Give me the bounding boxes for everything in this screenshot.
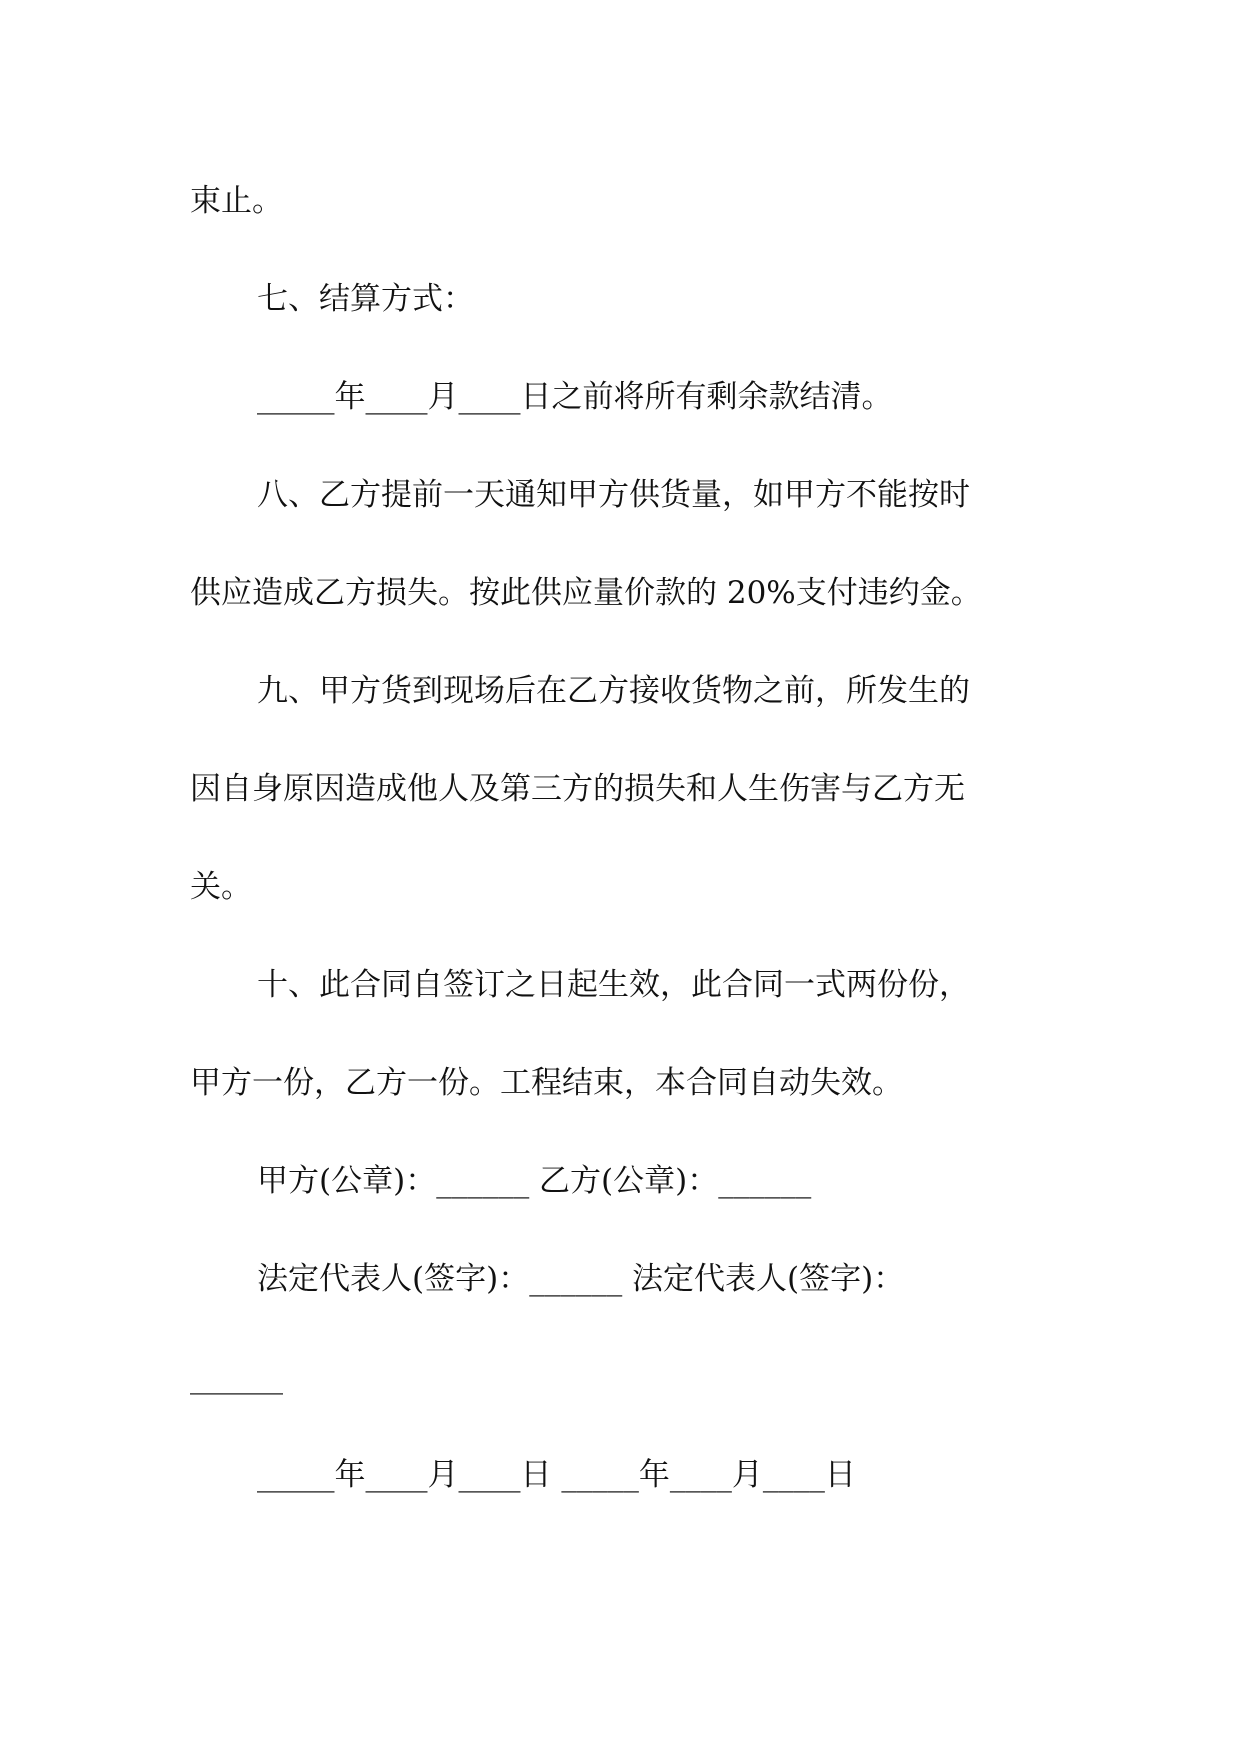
seal-line: 甲方(公章)：______ 乙方(公章)：______ xyxy=(257,1163,812,1199)
text-line: 十、此合同自签订之日起生效，此合同一式两份份， xyxy=(257,967,970,1003)
signature-line: 法定代表人(签字)：______ 法定代表人(签字)： xyxy=(257,1261,905,1297)
text-line: 因自身原因造成他人及第三方的损失和人生伤害与乙方无 xyxy=(190,771,965,807)
text-line: 九、甲方货到现场后在乙方接收货物之前，所发生的 xyxy=(257,673,970,709)
date-line: _____年____月____日 _____年____月____日 xyxy=(257,1457,856,1493)
section-heading: 七、结算方式： xyxy=(257,281,474,317)
text-line: 供应造成乙方损失。按此供应量价款的 20%支付违约金。 xyxy=(190,575,982,611)
text-line: 关。 xyxy=(190,869,252,905)
text-line: 甲方一份，乙方一份。工程结束，本合同自动失效。 xyxy=(190,1065,903,1101)
text-line: 束止。 xyxy=(190,183,283,219)
text-line: 八、乙方提前一天通知甲方供货量，如甲方不能按时 xyxy=(257,477,970,513)
text-line: _____年____月____日之前将所有剩余款结清。 xyxy=(257,379,893,415)
signature-blank: ______ xyxy=(190,1359,283,1395)
